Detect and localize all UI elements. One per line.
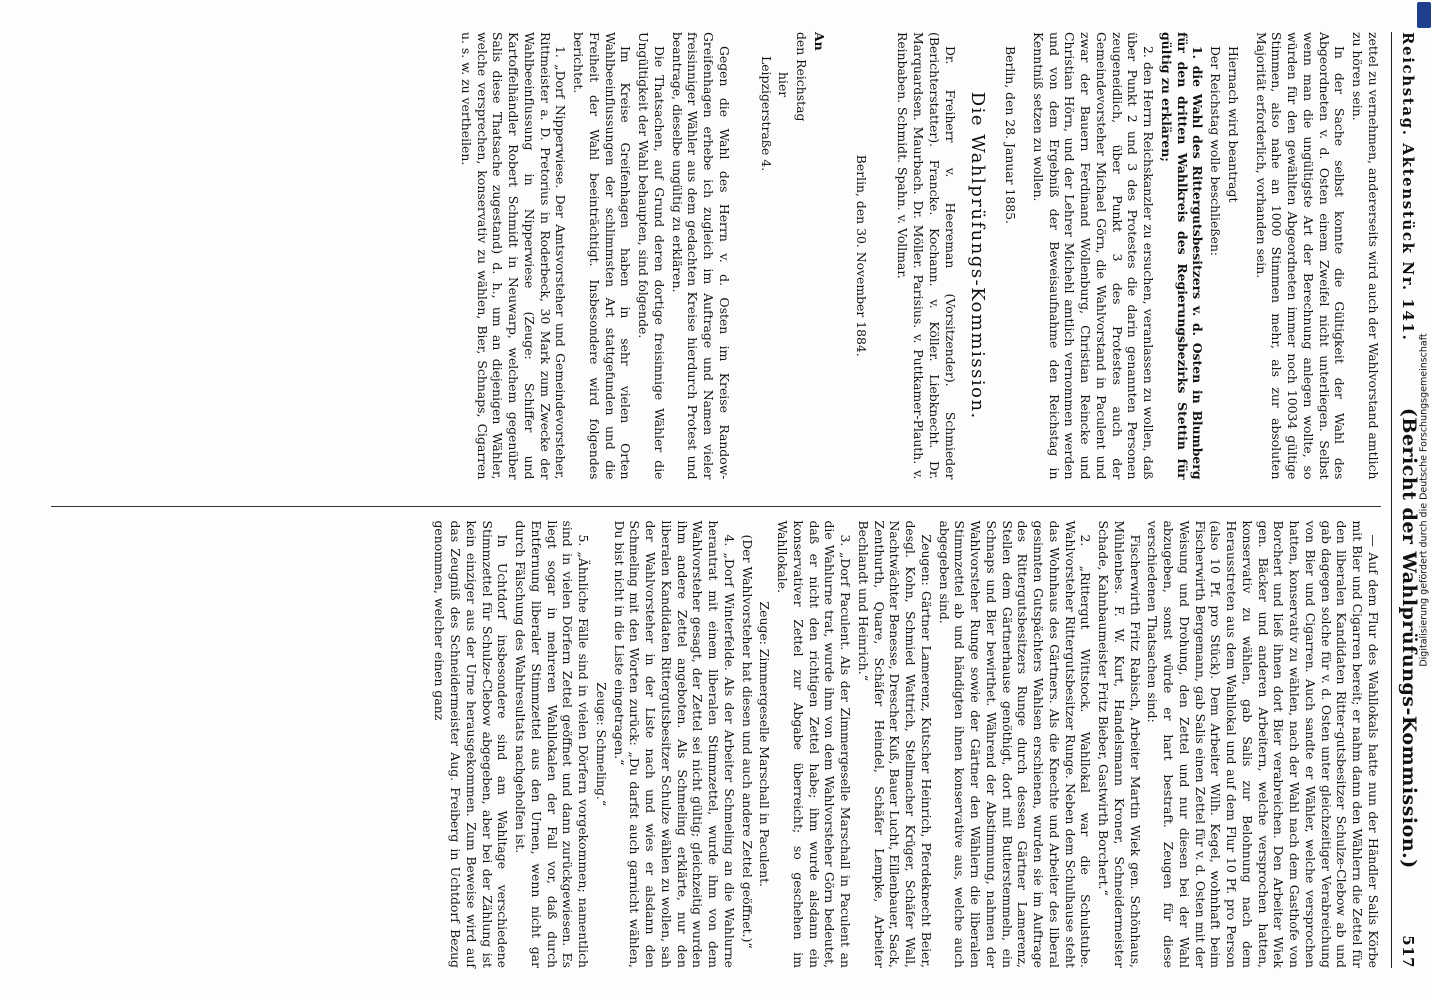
paragraph: 2. „Rittergut Wittstock. Wahllokal war die Schulstube. Wahlvorsteher Rittergutsbesitzer Runge. Neben dem Schulhause steht das Wohnhaus des Gärtners. Als die Knechte und Arbeiter des liberal gesinnten Gutspächters Wahlsen erschienen, wurden sie im Auftrage des Rittergutsbesitzers Runge durch dessen Gärtner Lamerenz, Stellen dem Gärtnerhause genöthigt, dort mit Butterstemmeln, ein Schnaps und Bier bewirthet. Während der Abstimmung, nahmen der Wahlvorsteher Runge sowie der Gärtner den Wählern die liberalen Stimmzettel ab und händigten ihnen konservative aus, welche auch abgegeben sind.: [936, 520, 1094, 968]
date-line: Berlin, den 30. November 1884.: [853, 154, 869, 357]
motion-item-2: 2. den Herrn Reichskanzler zu ersuchen, veranlassen zu wollen, daß über Punkt 2 und 3 des Protestes die darin genannten Personen zeugeneidlich, über Punkt 3 des Protestes auch der Gemeindevorsteher Michael Görn, die Wahlvorstand in Paculent und zwar der Bauern Ferdinand Wollenburg, Christian Reincke und Christian Hörn, und der Lehrer Michehl amtlich vernommen werden und von dem Ergebniß der Beweisaufnahme den Reichstag in Kenntniß setzen zu wollen.: [1031, 32, 1157, 480]
paragraph: Gegen die Wahl des Herrn v. d. Osten im Kreise Randow-Greifenhagen erhebe ich zugleich im Auftrage und Namen vieler freisinniger Wähler aus dem gedachten Kreise hierdurch Protest und beantrage, dieselbe ungültig zu erklären.: [669, 32, 732, 480]
paragraph: Zeugen: Gärtner Lamerenz, Kutscher Heinrich, Pferdeknecht Beier, desgl. Kohn, Schmied Wattrich, Stellmacher Krüger, Schäfer Wall, Nachtwächter Benesse, Drescher Kuß, Bauer Lucht, Eillenbauer, Sack, Zenthurth, Quare, Schäfer Heindel, Schäfer Lempke, Arbeiter Bechlandt und Heinrich.“: [856, 520, 934, 968]
paragraph: Der Reichstag wolle beschließen:: [1208, 46, 1224, 257]
paragraph: Hiernach wird beantragt: [1226, 46, 1241, 203]
paragraph: In der Sache selbst konnte die Gültigkeit der Wahl des Abgeordneten v. d. Osten einem Zweifel nicht unterliegen. Selbst wenn man die ungültigste Art der Berechnung anlegen wollte, so würden für den gewählten Abgeordneten immer noch 10034 gültige Stimmen, also nahe an 1000 Stimmen mehr, als zur absoluten Majorität erforderlich, vorhanden sein.: [1253, 32, 1348, 480]
paragraph: 3. „Dorf Paculent. Als der Zimmergeselle Marschall in Paculent an die Wahlurne trat, wurde ihm von dem Wahlvorsteher Görn bedeutet, daß er nicht den richtigen Zettel habe; ihm wurde alsdann ein konservativer Zettel zur Abgabe überreicht; so geschehen im Wahllokale.: [775, 520, 854, 968]
paragraph: Die Thatsachen, auf Grund deren dortige freisinnige Wähler die Ungültigkeit der Wahl behaupten, sind folgende.: [636, 32, 667, 480]
address-line: An: [811, 32, 827, 51]
paragraph: Fischerwirth Fritz Rabisch, Arbeiter Martin Wiek gen. Schönhaus, Mühlenbes. F. W. Kurt, Handelsmann Kroner, Schneidermeister Schade, Kahnbaumeister Fritz Bieber, Gastwirth Borchert.“: [1096, 520, 1143, 968]
paragraph: zettel zu vernehmen, andererseits wird auch der Wahlvorstand amtlich zu hören sein.: [1350, 32, 1381, 480]
paragraph: Zeuge: Zimmergeselle Marschall in Paculent.: [757, 601, 773, 887]
date-line: Berlin, den 28. Januar 1885.: [1003, 46, 1019, 225]
dfg-logo-icon: [1417, 2, 1431, 28]
motion-item-1: 1. die Wahl des Rittergutsbesitzers v. d. Osten in Blumberg für den dritten Wahlkreis des Regierungsbezirks Stettin für gültig zu erklären;: [1159, 32, 1206, 480]
paragraph: 4. „Dorf Winterfelde. Als der Arbeiter Schmeling an die Wahlurne herantrat mit einem liberalen Stimmzettel, wurde ihm von dem Wahlvorsteher gesagt, der Zettel sei nicht gültig; gleichzeitig wurden ihm andere Zettel angeboten. Als Schmeling erklärte, nur den liberalen Kandidaten Rittergutsbesitzer Schulze wählen zu wollen, sah der Wahlvorsteher in der Liste nach und wies er alsdann den Schmeling mit den Worten zurück: „Du darfst auch garnicht wählen, Du bist nicht in die Liste eingetragen.“: [611, 520, 737, 968]
paragraph: In Uchtdorf insbesondere sind am Wahltage verschiedene Stimmzettel für Schulze-Clebow abgegeben, aber bei der Zählung ist kein einziger aus der Urne herausgekommen. Zum Beweise wird auf das Zeugniß des Schneidermeister Aug. Freiberg in Uchtdorf Bezug genommen, welcher einen ganz: [432, 520, 511, 968]
paragraph: (Der Wahlvorsteher hat diesen und auch andere Zettel geöffnet.)“: [739, 534, 755, 949]
header-subtitle: (Bericht der Wahlprüfungs-Kommission.): [1398, 407, 1420, 869]
page-number: 517: [1399, 935, 1417, 968]
paragraph: Zeuge: Schmeling.“: [594, 682, 609, 807]
digitization-credit: [1416, 0, 1432, 1000]
commission-heading: Die Wahlprüfungs-Kommission.: [967, 91, 989, 420]
address-line: Leipzigerstraße 4.: [758, 56, 774, 172]
address-line: hier: [776, 72, 792, 98]
address-line: den Reichstag: [794, 32, 810, 122]
paragraph: 5. „Ähnliche Fälle sind in vielen Dörfern vorgekommen; namentlich sind in vielen Dörfern Zettel geöffnet und dann zurückgewiesen. Es liegt sogar in mehreren Wahllokalen der Fall vor, daß durch Entfernung liberaler Stimmzettel aus den Urnen, wenn nicht gar durch Fälschung des Wahlresultats nachgeholfen ist.: [513, 520, 592, 968]
commission-members: Dr. Freiherr v. Heereman (Vorsitzender). Schmieder (Berichterstatter). Francke. Kochann. v. Köller. Liebknecht. Dr. Marquardsen. Maurbach. Dr. Möller. Parisius. v. Puttkamer-Plauth. v. Reinbaben. Schmidt. Spahn. v. Vollmar.: [895, 32, 958, 480]
text-columns: [51, 32, 1381, 968]
paragraph: — Auf dem Flur des Wahllokals hatte nun der Händler Salis Körbe mit Bier und Cigarren bereit; er nahm dann den Wählern die Zettel für den liberalen Kandidaten Ritter-gutsbesitzer Schulze-Clebow ab und gab dagegen solche für v. d. Osten unter gleichzeitiger Verabreichung von Bier und Cigarren. Auch sandte er Wähler, welche versprochen hatten, konservativ zu wählen, nach der Wahl nach dem Gasthofe von Borchert und ließ ihnen dort Bier verabreichen. Den Arbeiter Wiek gen. Bäcker und anderen Arbeitern, welche versprochen hatten, konservativ zu wählen, gab Salis zur Belohnung nach dem Herausstreten aus dem Wahllokal und auf dem Flur 10 Pf. pro Person (also 10 Pf. pro Stück). Dem Arbeiter Wilh. Kegel, wohnhaft beim Fischerwirth Bergemann, gab Salis einen Zettel für v. d. Osten mit der Weisung und Drohung, den Zettel und nur diesen bei der Wahl abzugeben, sonst würde er hart bestraft. Zeugen für diese verschiedenen Thatsachen sind:: [1145, 520, 1381, 968]
left-column: [51, 32, 1381, 480]
paragraph: Im Kreise Greifenhagen haben in sehr vielen Orten Wahlbeeinflussungen der schlimmsten Art stattgefunden und die Freiheit der Wahl beeinträchtigt. Insbesondere wird folgendes berichtet.: [571, 32, 634, 480]
paragraph: 1. „Dorf Nipperwiese. Der Amtsvorsteher und Gemeindevorsteher, Rittmeister a. D. Pretorius in Roderbeck, 30 Mark zum Zwecke der Wahlbeeinflussung in Nipperwiese (Zeuge: Schiffer und Kartoffelhändler Robert Schmidt in Neuwarp, welchem gegenüber Salis diese Thatsache zugestand) d. h., um an diejenigen Wähler, welche versprechen, konservativ zu wählen, Bier, Schnaps, Cigarren u. s. w. zu vertheilen.: [458, 32, 569, 480]
credit-text: Digitalisierung gefördert durch die Deutsche Forschungsgemeinschaft: [1418, 333, 1430, 667]
header-title: Reichstag. Aktenstück Nr. 141.: [1399, 32, 1417, 342]
right-column: [51, 506, 1381, 969]
